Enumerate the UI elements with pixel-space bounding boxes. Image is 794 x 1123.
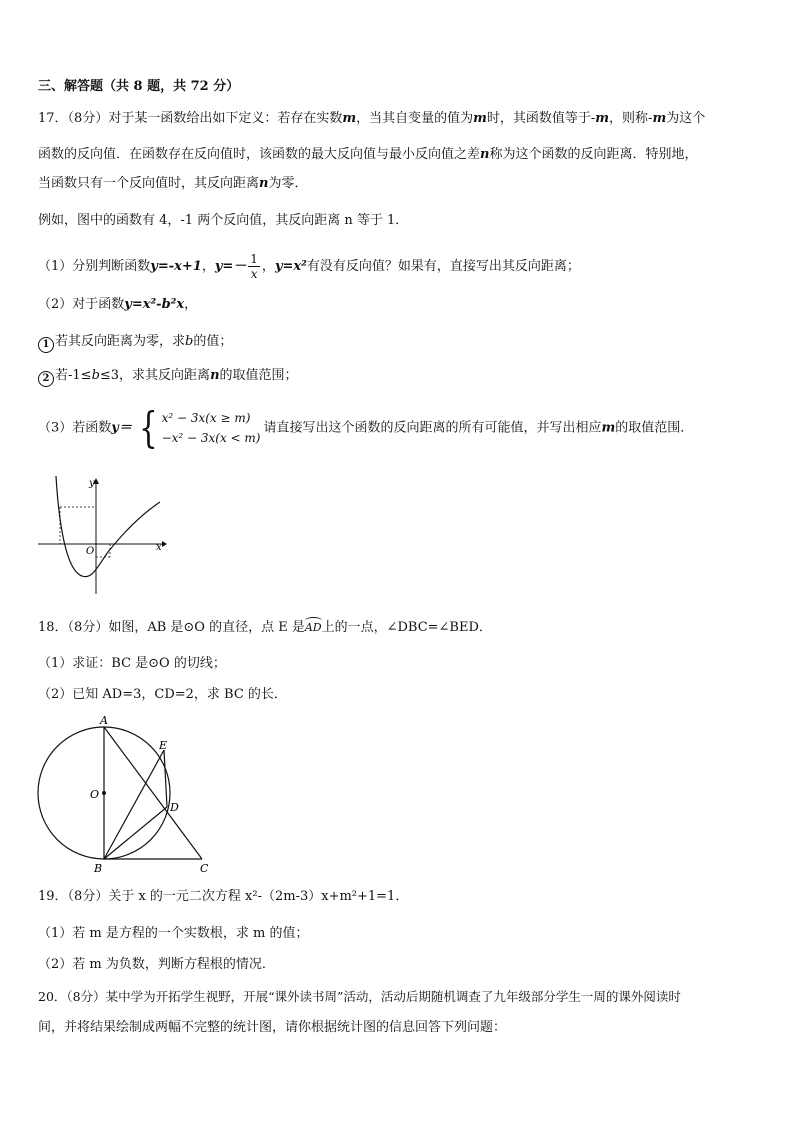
x-axis-arrow-icon [162,541,167,547]
var-m: m [473,111,487,126]
q18-part-1: （1）求证：BC 是⊙O 的切线； [38,656,226,671]
circled-number: 2 [38,371,54,387]
q17-part-1 [38,252,580,281]
q20-line-2: 间，并将结果绘制成两幅不完整的统计图，请你根据统计图的信息回答下列问题： [38,1020,507,1035]
q18-part-2: （2）已知 AD=3，CD=2，求 BC 的长． [38,687,287,702]
q17-text: ， [261,259,275,274]
q17-example: 例如，图中的函数有 4，-1 两个反向值，其反向距离 n 等于 1． [38,213,409,228]
q18-line-1 [38,619,492,637]
q17-text: 若其反向距离为零，求 [55,334,186,349]
label-a: A [100,714,108,727]
formula: y＝ [111,420,132,436]
var-b: b [185,334,194,349]
formula: y=x²-b²x [124,297,185,312]
q17-text: ， [201,259,215,274]
segment-ac [104,727,202,859]
q17-text: 为这个 [666,111,706,126]
var-m: m [595,111,610,126]
q17-text: 为零． [268,176,308,191]
section-title: 三、解答题（共 8 题，共 72 分） [38,79,240,94]
case-1: x² − 3x(x ≥ m) [161,411,251,425]
y-axis-label: y [89,478,95,489]
q17-line-2 [38,146,697,164]
piecewise-cases [162,408,261,448]
q17-text: 请直接写出这个函数的反向距离的所有可能值，并写出相应 [263,420,602,436]
q17-text: （3）若函数 [38,420,112,436]
q17-text: 当函数只有一个反向值时，其反向距离 [38,176,260,191]
q17-part-3 [38,403,694,452]
label-o: O [90,788,100,801]
fraction-numerator: 1 [250,252,258,266]
var-b: b [91,368,100,383]
q17-text: 时，其函数值等于- [486,111,596,126]
q17-text: 的取值范围． [615,420,694,436]
var-m: m [652,111,667,126]
q19-part-1: （1）若 m 是方程的一个实数根，求 m 的值； [38,926,309,941]
formula: y=x² [274,259,307,274]
q17-text: 的值； [193,334,233,349]
segment-ed [164,750,167,807]
q17-text: （1）分别判断函数 [38,259,151,274]
label-b: B [94,862,103,875]
x-axis-label: x [156,542,162,553]
q17-part-2-2 [38,367,298,387]
q17-text: ， [184,297,198,312]
q19-line-1: 19．（8分）关于 x 的一元二次方程 x²-（2m-3）x+m²+1=1． [38,889,409,904]
q20-line-1: 20．（8分）某中学为开拓学生视野，开展“课外读书周”活动，活动后期随机调查了九年级部分学生一周的课外阅读时 [38,989,681,1004]
q17-text: 称为这个函数的反向距离．特别地， [489,147,698,162]
q17-text: 函数的反向值．在函数存在反向值时，该函数的最大反向值与最小反向值之差 [38,147,481,162]
center-point [102,791,106,795]
fraction [248,252,260,281]
function-curve [56,476,160,577]
label-d: D [170,801,179,814]
formula: y=-x+1 [150,259,202,274]
q17-text: （2）对于函数 [38,297,125,312]
q17-header: 17．（8分）对于某一函数给出如下定义：若存在实数 [38,111,343,126]
segment-be [104,750,164,859]
q17-text: ≤3，求其反向距离 [99,368,211,383]
q17-text: 的取值范围； [219,368,298,383]
q17-part-2-1 [38,333,232,353]
q17-line-1 [38,110,705,128]
brace-icon: { [138,403,158,452]
origin-label: O [86,546,95,557]
var-m: m [342,111,357,126]
piecewise [135,403,261,452]
q17-text: ，当其自变量的值为 [356,111,474,126]
q17-part-2 [38,296,197,314]
q18-text: 上的一点，∠DBC=∠BED． [321,620,492,635]
q17-line-3 [38,175,307,193]
q19-part-2: （2）若 m 为负数，判断方程根的情况． [38,957,275,972]
case-2: −x² − 3x(x < m) [161,431,261,445]
var-n: n [259,176,269,191]
var-n: n [210,368,220,383]
q18-geometry-figure [30,712,220,876]
q17-text: 若-1≤ [55,368,92,383]
label-c: C [200,862,209,875]
var-n: n [480,147,490,162]
q17-text: ，则称- [609,111,653,126]
formula: y=－ [214,259,247,274]
label-e: E [159,739,168,752]
var-m: m [601,420,616,436]
circled-number: 1 [38,337,54,353]
q18-text: 18．（8分）如图，AB 是⊙O 的直径，点 E 是 [38,620,305,635]
fraction-denominator: x [250,267,258,281]
q17-function-graph [36,470,168,598]
q17-text: 有没有反向值？如果有，直接写出其反向距离； [306,259,580,274]
arc-label: AD [305,619,322,637]
